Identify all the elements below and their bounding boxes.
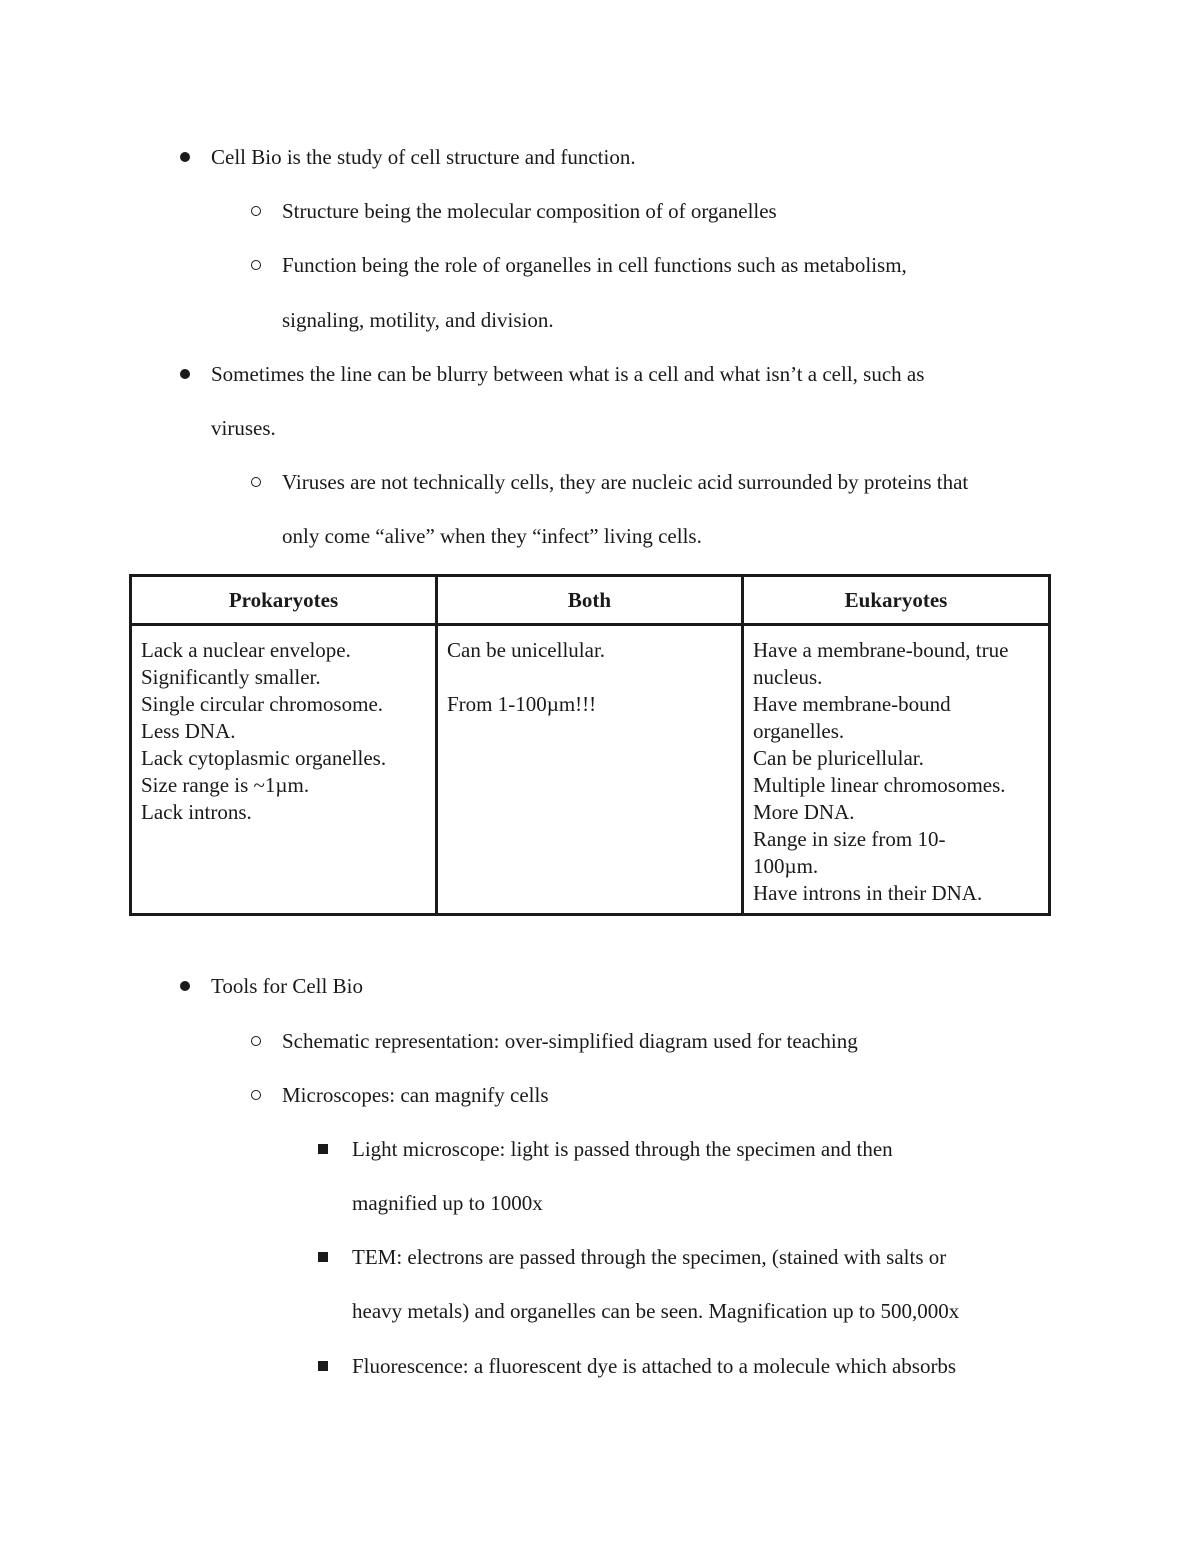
sub-sub-bullet-text: Fluorescence: a fluorescent dye is attached to a molecule which absorbs <box>352 1354 957 1378</box>
eukaryote-trait: Have membrane-bound <box>753 692 951 716</box>
bullet-square-icon <box>318 1252 328 1262</box>
eukaryote-trait: Have introns in their DNA. <box>753 881 983 905</box>
eukaryote-trait: Multiple linear chromosomes. <box>753 773 1006 797</box>
prokaryote-trait: Less DNA. <box>141 719 236 743</box>
header-eukaryotes: Eukaryotes <box>743 576 1050 625</box>
shared-trait: Can be unicellular. <box>447 638 606 662</box>
sub-sub-bullet-text-continued: magnified up to 1000x <box>352 1191 543 1215</box>
both-cell <box>437 625 743 915</box>
eukaryote-trait: nucleus. <box>753 665 823 689</box>
eukaryotes-cell <box>743 625 1050 915</box>
sub-sub-bullet-text-continued: heavy metals) and organelles can be seen. Magnification up to 500,000x <box>352 1299 960 1323</box>
bullet-circle-icon <box>251 1036 261 1046</box>
eukaryote-trait: Range in size from 10- <box>753 827 946 851</box>
table-header-row <box>131 576 1050 625</box>
sub-bullet-text-continued: only come “alive” when they “infect” living cells. <box>282 524 702 548</box>
bullet-disc-icon <box>180 981 190 991</box>
bullet-circle-icon <box>251 260 261 270</box>
sub-bullet-text: Structure being the molecular composition of of organelles <box>282 199 777 223</box>
eukaryote-trait: organelles. <box>753 719 845 743</box>
prokaryote-trait: Significantly smaller. <box>141 665 321 689</box>
bullet-disc-icon <box>180 152 190 162</box>
bullet-circle-icon <box>251 206 261 216</box>
eukaryote-trait: More DNA. <box>753 800 855 824</box>
prokaryote-trait: Lack cytoplasmic organelles. <box>141 746 387 770</box>
prokaryote-trait: Size range is ~1µm. <box>141 773 310 797</box>
table-row <box>131 625 1050 915</box>
sub-bullet-text: Schematic representation: over-simplified diagram used for teaching <box>282 1029 858 1053</box>
eukaryote-trait: 100µm. <box>753 854 819 878</box>
bullet-text: Cell Bio is the study of cell structure and function. <box>211 145 636 169</box>
bullet-text: Tools for Cell Bio <box>211 974 363 998</box>
bullet-circle-icon <box>251 477 261 487</box>
sub-sub-bullet-text: TEM: electrons are passed through the specimen, (stained with salts or <box>352 1245 947 1269</box>
eukaryote-trait: Can be pluricellular. <box>753 746 924 770</box>
bullet-text-continued: viruses. <box>211 416 276 440</box>
sub-sub-bullet-text: Light microscope: light is passed through the specimen and then <box>352 1137 893 1161</box>
eukaryote-trait: Have a membrane-bound, true <box>753 638 1009 662</box>
bullet-disc-icon <box>180 369 190 379</box>
prokaryote-trait: Lack a nuclear envelope. <box>141 638 351 662</box>
bullet-square-icon <box>318 1144 328 1154</box>
prokaryotes-cell <box>131 625 437 915</box>
sub-bullet-text: Viruses are not technically cells, they are nucleic acid surrounded by proteins that <box>282 470 969 494</box>
comparison-table <box>129 574 1051 916</box>
prokaryote-trait: Single circular chromosome. <box>141 692 384 716</box>
bullet-circle-icon <box>251 1090 261 1100</box>
bullet-square-icon <box>318 1361 328 1371</box>
sub-bullet-text-continued: signaling, motility, and division. <box>282 308 554 332</box>
header-both: Both <box>437 576 743 625</box>
header-prokaryotes: Prokaryotes <box>131 576 437 625</box>
sub-bullet-text: Microscopes: can magnify cells <box>282 1083 549 1107</box>
sub-bullet-text: Function being the role of organelles in cell functions such as metabolism, <box>282 253 907 277</box>
shared-trait: From 1-100µm!!! <box>447 692 597 716</box>
prokaryote-trait: Lack introns. <box>141 800 252 824</box>
bullet-text: Sometimes the line can be blurry between what is a cell and what isn’t a cell, such as <box>211 362 925 386</box>
